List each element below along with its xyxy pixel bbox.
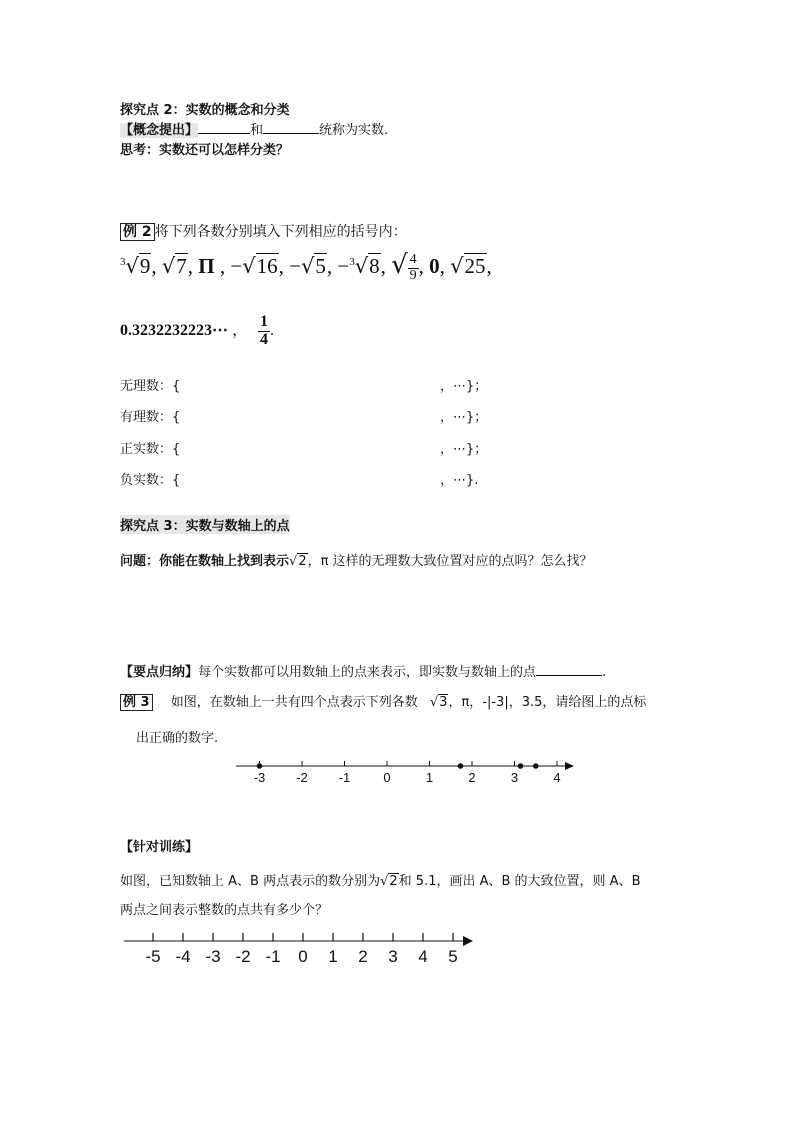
practice-title: 【针对训练】 [120, 840, 199, 855]
marked-point[interactable] [533, 763, 539, 769]
tick-label: -4 [175, 947, 191, 966]
question-sqrt-2: √2 [289, 554, 307, 569]
example2-label: 例 2 [120, 223, 155, 241]
tick-label: 5 [448, 947, 458, 966]
numbers-line-2: 0.3232232223⋯ ， $\frac{1}{4}$ . [120, 313, 275, 348]
section3-title: 探究点 3：实数与数轴上的点 [120, 515, 290, 534]
category-irrational-end: ，⋯}； [440, 379, 488, 394]
think-question: 思考：实数还可以怎样分类？ [120, 143, 290, 158]
example3-line2: 出正确的数字. [136, 731, 219, 746]
tick-label: 3 [510, 770, 519, 785]
tick-label: 2 [358, 947, 368, 966]
sqrt-frac-4-9: √ $\frac{4}{9}$ [391, 250, 417, 283]
practice-number-line [124, 933, 473, 966]
tick-label: 2 [468, 770, 476, 785]
practice-line1 [120, 870, 640, 889]
category-positive-real-end: ，⋯}； [440, 442, 488, 457]
example3-text-suffix: ，π，-|-3|，3.5，请给图上的点标 [448, 695, 647, 710]
repeating-decimal: 0.3232232223⋯ [120, 321, 228, 339]
section2-title: 探究点 2：实数的概念和分类 [120, 103, 290, 118]
cbrt-9: $^3$√9 [120, 254, 151, 278]
practice-sqrt-2: √2 [380, 874, 398, 889]
tick-label: -5 [145, 947, 161, 966]
tick-label: -3 [205, 947, 221, 966]
category-irrational[interactable]: 无理数：{ [120, 379, 181, 394]
summary-text: 每个实数都可以用数轴上的点来表示，即实数与数轴上的点 [198, 665, 537, 680]
question-suffix: ，π 这样的无理数大致位置对应的点吗？怎么找？ [307, 554, 593, 569]
sqrt-25: √25 [450, 254, 486, 278]
zero: 0 [429, 254, 440, 278]
summary-line: 【要点归纳】每个实数都可以用数轴上的点来表示，即实数与数轴上的点 . [120, 665, 607, 680]
tick-label: 0 [383, 770, 391, 785]
neg-sqrt-5: −√5 [289, 254, 326, 278]
example3-label: 例 3 [120, 694, 153, 711]
sqrt-7: √7 [161, 254, 187, 278]
tick-label: -1 [265, 947, 281, 966]
tick-label: 4 [418, 947, 428, 966]
example3-sqrt-3: √3 [429, 695, 448, 710]
category-negative-real-end: ，⋯}. [440, 473, 479, 488]
marked-point[interactable] [518, 763, 524, 769]
tick-label: 3 [388, 947, 398, 966]
summary-label: 【要点归纳】 [120, 665, 199, 680]
tick-label: 4 [553, 770, 561, 785]
marked-point[interactable] [458, 763, 464, 769]
category-positive-real[interactable]: 正实数：{ [120, 442, 181, 457]
tick-label: 1 [425, 770, 434, 785]
concept-label: 【概念提出】 [120, 123, 199, 138]
practice-line2: 两点之间表示整数的点共有多少个？ [120, 903, 329, 918]
tick-label: -2 [296, 770, 308, 785]
tick-label: -3 [253, 770, 266, 785]
category-rational-end: ，⋯}； [440, 410, 488, 425]
marked-point[interactable] [257, 763, 263, 769]
category-negative-real[interactable]: 负实数：{ [120, 473, 181, 488]
example3-number-line [236, 761, 574, 785]
tick-label: 0 [298, 947, 308, 966]
axis-arrow-icon [565, 762, 574, 770]
neg-sqrt-16: −√16 [230, 254, 278, 278]
concept-tail: 统称为实数. [319, 123, 389, 138]
tick-label: -2 [235, 947, 251, 966]
practice-text-prefix: 如图，已知数轴上 A、B 两点表示的数分别为 [120, 874, 381, 889]
practice-text-suffix: 和 5.1，画出 A、B 的大致位置，则 A、B [398, 874, 641, 889]
example3-text-prefix: 如图，在数轴上一共有四个点表示下列各数 [170, 695, 418, 710]
tick-label: -1 [338, 770, 351, 785]
tick-label: 1 [328, 947, 338, 966]
numbers-line-1: $^3$√9, √7, Π , −√16, −√5, −$^3$√8, √ $\frac{4}{9}$ , 0, √25, [120, 250, 492, 283]
axis-arrow-icon [463, 936, 473, 946]
category-rational[interactable]: 有理数：{ [120, 410, 181, 425]
fraction-one-quarter: $\frac{1}{4}$ [260, 313, 269, 348]
question-prefix: 问题：你能在数轴上找到表示 [120, 554, 290, 569]
pi-symbol: Π [198, 254, 215, 278]
example2-instruction: 将下列各数分别填入下列相应的括号内： [154, 224, 407, 240]
neg-cbrt-8: −$^3$√8 [337, 254, 380, 278]
concept-and: 和 [250, 123, 264, 138]
